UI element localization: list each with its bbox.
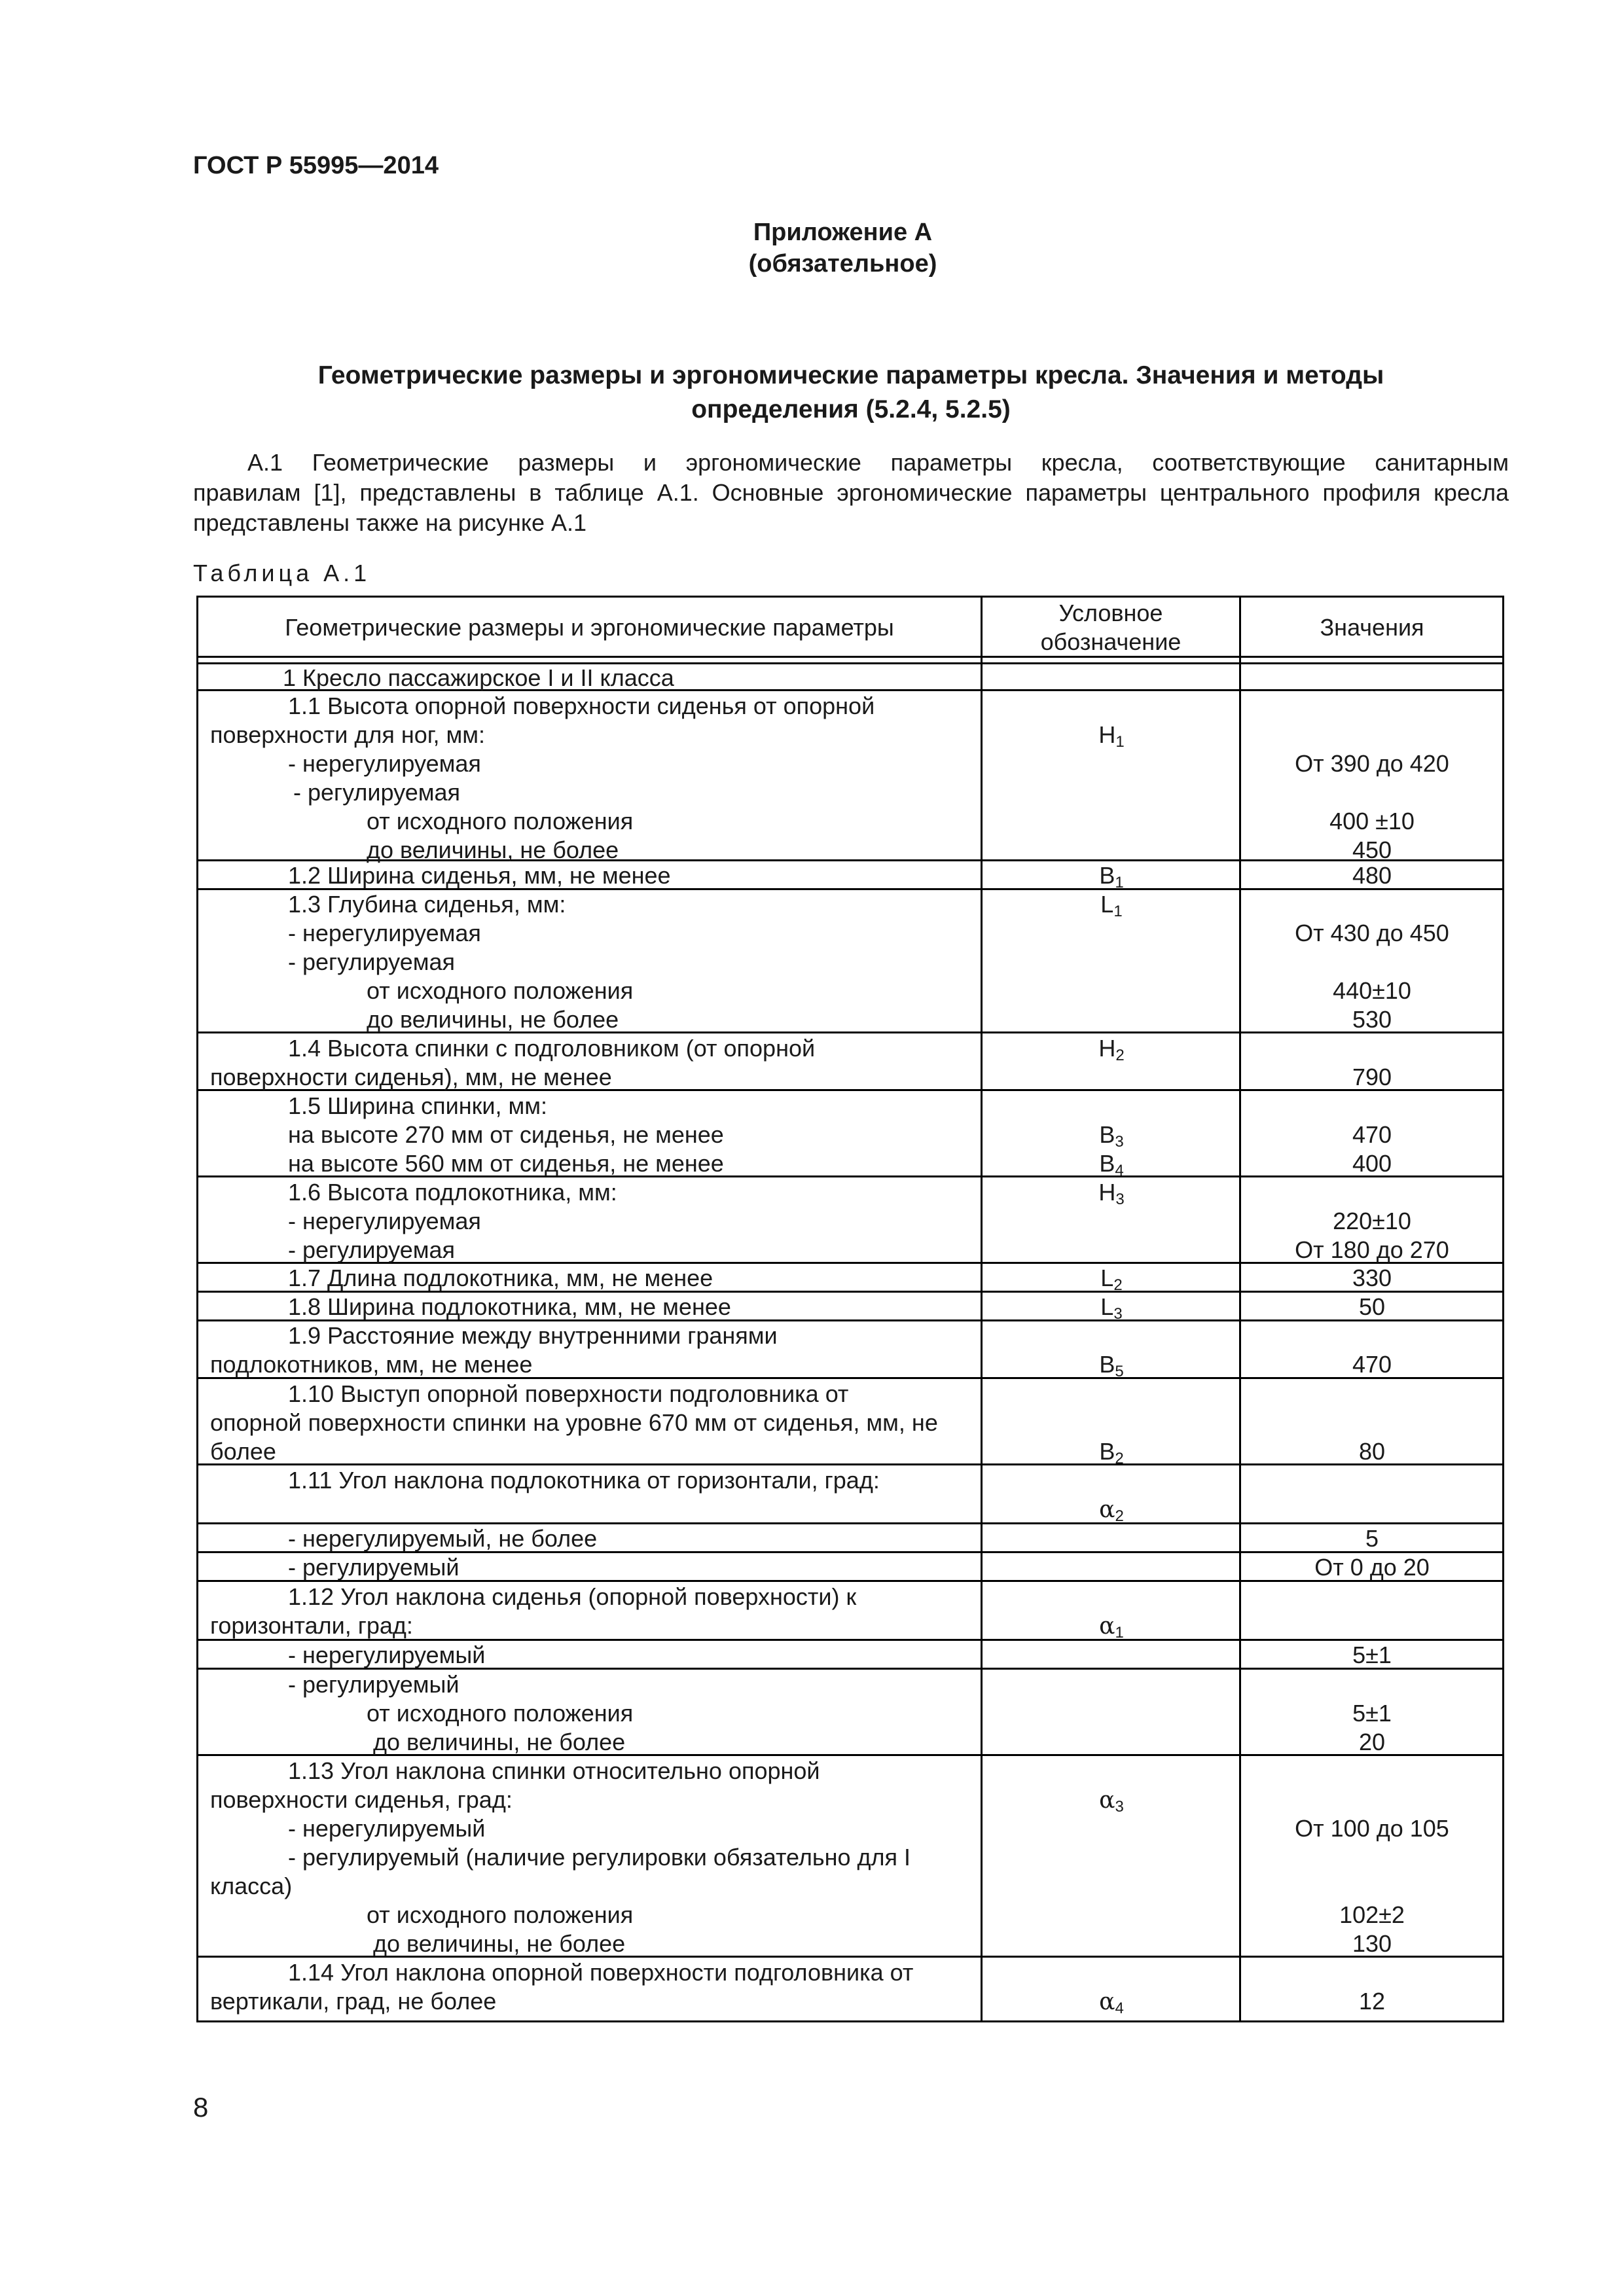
table-caption: Таблица А.1	[193, 560, 371, 586]
value-cell: От 100 до 105	[1295, 1815, 1449, 1842]
symbol-cell: $L_2$	[1100, 1265, 1123, 1294]
value-cell: 470	[1352, 1351, 1392, 1378]
value-cell: 50	[1358, 1293, 1386, 1320]
row-1-1-line: - регулируемая	[293, 779, 460, 806]
row-1-3-line: - нерегулируемая	[288, 920, 481, 946]
header-symbol: Условное обозначение	[1040, 600, 1182, 655]
row-1-5-line: на высоте 270 мм от сиденья, не менее	[288, 1121, 724, 1148]
row-1-1-line: - нерегулируемая	[288, 750, 481, 777]
row-1-10-line: более	[210, 1438, 276, 1465]
row-1-14-line: вертикали, град, не более	[210, 1988, 497, 2015]
row-1-13-line: - нерегулируемый	[288, 1815, 486, 1842]
symbol-cell: $B_5$	[1099, 1351, 1124, 1380]
row-1-12-line: от исходного положения	[367, 1700, 634, 1727]
symbol-cell: $\alpha_2$	[1099, 1496, 1124, 1525]
row-1-14-line: 1.14 Угол наклона опорной поверхности подголовника от	[288, 1959, 914, 1986]
value-cell: 5±1	[1352, 1641, 1392, 1668]
value-cell: 80	[1358, 1438, 1386, 1465]
row-1-12-line: до величины, не более	[373, 1729, 626, 1755]
value-cell: 220±10	[1333, 1208, 1411, 1234]
value-cell: 400 ±10	[1329, 808, 1415, 834]
intro-paragraph	[193, 448, 1509, 538]
section-heading	[193, 359, 1509, 427]
value-cell: 20	[1358, 1729, 1386, 1755]
row-1-5-line: 1.5 Ширина спинки, мм:	[288, 1092, 548, 1119]
document-code: ГОСТ Р 55995—2014	[193, 152, 439, 179]
annex-title: Приложение А	[753, 219, 933, 246]
annex-status: (обязательное)	[748, 250, 937, 278]
row-1-1-line: поверхности для ног, мм:	[210, 721, 486, 748]
row-1-12-line: 1.12 Угол наклона сиденья (опорной поверхности) к	[288, 1583, 857, 1610]
row-1-9-line: 1.9 Расстояние между внутренними гранями	[288, 1322, 778, 1349]
row-1-4-line: поверхности сиденья), мм, не менее	[210, 1064, 612, 1090]
value-cell: 480	[1352, 862, 1392, 889]
row-1-2-line: 1.2 Ширина сиденья, мм, не менее	[288, 862, 671, 889]
row-1-11-line: 1.11 Угол наклона подлокотника от горизонтали, град:	[288, 1467, 880, 1494]
row-1-13-line: - регулируемый (наличие регулировки обязательно для I	[288, 1844, 911, 1871]
symbol-cell: $\alpha_3$	[1099, 1787, 1124, 1816]
value-cell: 5	[1365, 1525, 1379, 1552]
value-cell: От 390 до 420	[1295, 750, 1449, 777]
row-1-3-line: от исходного положения	[367, 977, 634, 1004]
paragraph-line-3: представлены также на рисунке А.1	[193, 509, 587, 536]
value-cell: 12	[1358, 1988, 1386, 2015]
row-1-13-line: класса)	[210, 1873, 293, 1899]
row-1-11-line: - регулируемый	[288, 1554, 460, 1581]
row-1-12-line: - регулируемый	[288, 1671, 460, 1698]
paragraph-line-2: правилам [1], представлены в таблице А.1. Основные эргономические параметры центрального профиля кресла	[193, 479, 1509, 506]
value-cell: От 0 до 20	[1314, 1554, 1430, 1581]
symbol-cell: $\alpha_4$	[1099, 1988, 1124, 2017]
symbol-cell: $L_1$	[1100, 891, 1123, 920]
value-cell: 400	[1352, 1150, 1392, 1177]
row-1-10-line: 1.10 Выступ опорной поверхности подголовника от	[288, 1380, 849, 1407]
row-1-1-line: 1.1 Высота опорной поверхности сиденья от опорной	[288, 692, 875, 719]
row-1-1-line: до величины, не более	[367, 836, 619, 863]
heading-line-2: определения (5.2.4, 5.2.5)	[691, 395, 1011, 423]
value-cell: 450	[1352, 836, 1392, 863]
row-1-6-line: - нерегулируемая	[288, 1208, 481, 1234]
row-1-13-line: до величины, не более	[373, 1930, 626, 1957]
heading-line-1: Геометрические размеры и эргономические параметры кресла. Значения и методы	[317, 361, 1384, 389]
row-1-1-line: от исходного положения	[367, 808, 634, 834]
symbol-cell: $H_3$	[1098, 1179, 1125, 1208]
symbol-cell: $H_1$	[1098, 721, 1125, 751]
page-number: 8	[193, 2092, 209, 2123]
row-1-5-line: на высоте 560 мм от сиденья, не менее	[288, 1150, 724, 1177]
value-cell: 330	[1352, 1265, 1392, 1291]
row-1-10-line: опорной поверхности спинки на уровне 670 мм от сиденья, мм, не	[210, 1409, 938, 1436]
row-1-8-line: 1.8 Ширина подлокотника, мм, не менее	[288, 1293, 731, 1320]
row-1-6-line: 1.6 Высота подлокотника, мм:	[288, 1179, 617, 1206]
row-1-11-line: - нерегулируемый, не более	[288, 1525, 598, 1552]
row-1-13-line: 1.13 Угол наклона спинки относительно опорной	[288, 1757, 820, 1784]
symbol-cell: $B_3$	[1099, 1121, 1124, 1151]
row-1-3-line: 1.3 Глубина сиденья, мм:	[288, 891, 566, 918]
value-cell: От 430 до 450	[1295, 920, 1449, 946]
row-1-12-line: горизонтали, град:	[210, 1612, 413, 1639]
row-1-3-line: - регулируемая	[288, 948, 455, 975]
row-1-13-line: от исходного положения	[367, 1901, 634, 1928]
value-cell: 102±2	[1339, 1901, 1405, 1928]
header-parameters: Геометрические размеры и эргономические параметры	[285, 614, 894, 641]
row-1-12-line: - нерегулируемый	[288, 1641, 486, 1668]
row-1-6-line: - регулируемая	[288, 1236, 455, 1263]
value-cell: 440±10	[1333, 977, 1411, 1004]
row-1-7-line: 1.7 Длина подлокотника, мм, не менее	[288, 1265, 713, 1291]
row-1-3-line: до величины, не более	[367, 1006, 619, 1033]
header-values: Значения	[1320, 614, 1424, 641]
symbol-cell: $\alpha_1$	[1099, 1613, 1124, 1641]
value-cell: 5±1	[1352, 1700, 1392, 1727]
symbol-cell: $B_2$	[1099, 1438, 1124, 1467]
section-title: 1 Кресло пассажирское I и II класса	[283, 664, 674, 691]
paragraph-line-1: А.1 Геометрические размеры и эргономические параметры кресла, соответствующие санитарным	[247, 449, 1509, 476]
symbol-cell: $H_2$	[1098, 1035, 1125, 1064]
value-cell: 130	[1352, 1930, 1392, 1957]
row-1-9-line: подлокотников, мм, не менее	[210, 1351, 533, 1378]
row-1-13-line: поверхности сиденья, град:	[210, 1786, 513, 1813]
symbol-cell: $B_4$	[1099, 1150, 1124, 1179]
symbol-cell: $L_3$	[1100, 1293, 1123, 1323]
value-cell: 790	[1352, 1064, 1392, 1090]
symbol-cell: $B_1$	[1099, 862, 1124, 891]
value-cell: От 180 до 270	[1295, 1236, 1449, 1263]
row-1-4-line: 1.4 Высота спинки с подголовником (от опорной	[288, 1035, 816, 1062]
value-cell: 470	[1352, 1121, 1392, 1148]
value-cell: 530	[1352, 1006, 1392, 1033]
